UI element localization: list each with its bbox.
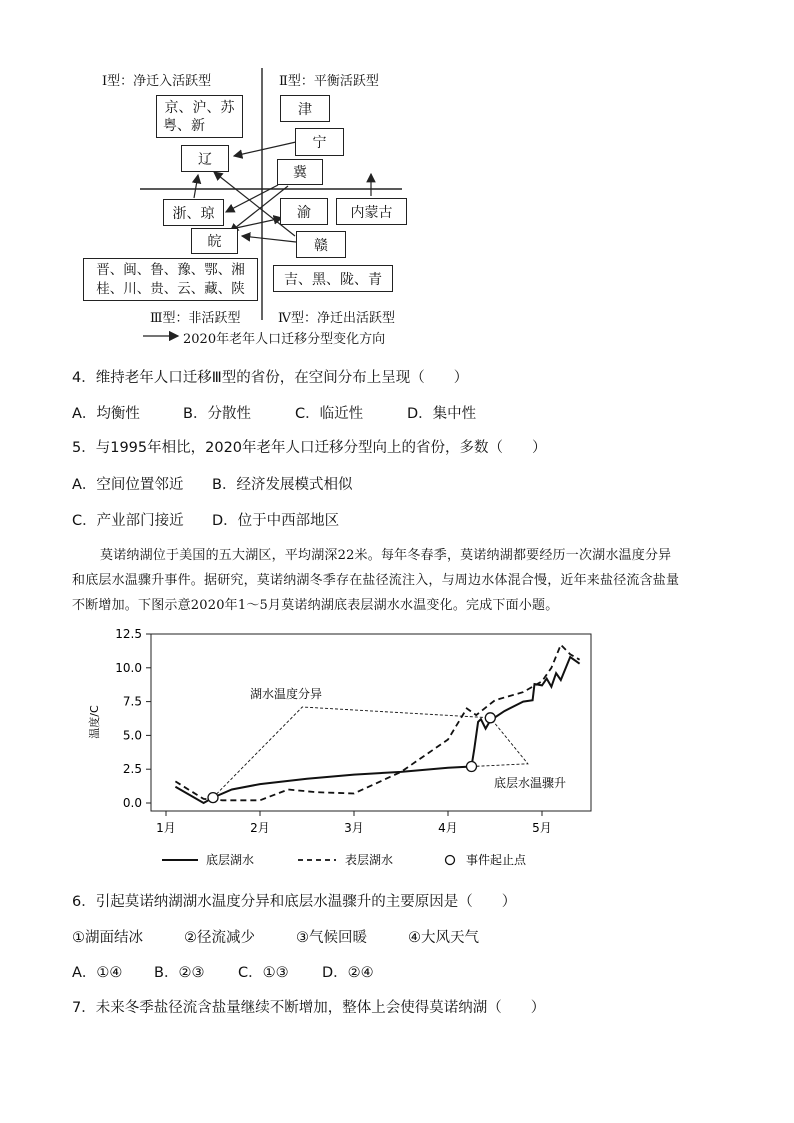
y-tick-label: 10.0	[115, 660, 142, 675]
legend-bottom-water: 底层湖水	[206, 853, 255, 867]
annotation-divergence: 湖水温度分异	[250, 687, 323, 701]
annotation-guide-line	[213, 707, 490, 798]
legend-event-points: 事件起止点	[466, 853, 527, 867]
box-group4: 吉、黑、陇、青	[273, 265, 393, 292]
event-point	[208, 793, 218, 803]
box-ji: 冀	[277, 159, 323, 185]
x-tick-label: 5月	[532, 821, 552, 835]
box-neimenggu: 内蒙古	[336, 198, 407, 225]
passage-line-1: 莫诺纳湖位于美国的五大湖区，平均湖深22米。每年冬春季，莫诺纳湖都要经历一次湖水温度分异	[100, 548, 672, 563]
q5-option-a[interactable]: A．空间位置邻近	[72, 477, 184, 493]
x-tick-label: 3月	[344, 821, 364, 835]
y-axis-label: 温度/C	[88, 705, 101, 739]
legend-event-swatch	[446, 856, 455, 865]
question-7: 7．未来冬季盐径流含盐量继续不断增加，整体上会使得莫诺纳湖（ ）	[72, 1000, 546, 1016]
q6-option-a[interactable]: A．①④	[72, 965, 123, 981]
box-yu: 渝	[280, 198, 328, 225]
question-6: 6．引起莫诺纳湖湖水温度分异和底层水温骤升的主要原因是（ ）	[72, 894, 517, 910]
y-tick-label: 12.5	[115, 627, 142, 641]
legend-surface-water: 表层湖水	[345, 853, 394, 867]
box-group3	[83, 258, 258, 301]
passage-line-3: 不断增加。下图示意2020年1～5月莫诺纳湖底表层湖水水温变化。完成下面小题。	[72, 598, 559, 613]
q6-option-c[interactable]: C．①③	[238, 965, 289, 981]
box-jing-hu-su	[156, 95, 243, 138]
box-wan: 皖	[191, 228, 238, 254]
q4-option-c[interactable]: C．临近性	[295, 406, 364, 422]
box-liao: 辽	[181, 145, 229, 172]
event-point	[467, 761, 477, 771]
q6-item-1: ①湖面结冰	[72, 930, 143, 946]
q5-option-c[interactable]: C．产业部门接近	[72, 513, 184, 529]
type-2-title: Ⅱ型：平衡活跃型	[279, 74, 379, 89]
passage-line-2: 和底层水温骤升事件。据研究，莫诺纳湖冬季存在盐径流注入，与周边水体混合慢，近年来盐径流含盐量	[72, 573, 680, 588]
q6-item-3: ③气候回暖	[296, 930, 367, 946]
box-group3-line2: 桂、川、贵、云、藏、陕	[96, 280, 245, 297]
annotation-guide-line	[472, 718, 528, 767]
type-4-title: Ⅳ型：净迁出活跃型	[278, 311, 395, 326]
q6-option-b[interactable]: B．②③	[154, 965, 205, 981]
box-jing-hu-su-line2: 粤、新	[163, 117, 205, 134]
y-tick-label: 5.0	[122, 728, 142, 743]
y-tick-label: 0.0	[122, 796, 142, 810]
annotation-jump: 底层水温骤升	[494, 776, 567, 790]
box-ning: 宁	[295, 128, 344, 156]
question-5: 5．与1995年相比，2020年老年人口迁移分型向上的省份，多数（ ）	[72, 440, 547, 456]
x-tick-label: 2月	[250, 821, 270, 835]
box-jing-hu-su-line1: 京、沪、苏	[164, 99, 235, 116]
q5-option-b[interactable]: B．经济发展模式相似	[212, 477, 353, 493]
box-group3-line1: 晋、闽、鲁、豫、鄂、湘	[96, 261, 245, 278]
y-tick-label: 7.5	[122, 694, 142, 709]
q4-option-d[interactable]: D．集中性	[407, 406, 477, 422]
diagram-legend: 2020年老年人口迁移分型变化方向	[183, 332, 386, 347]
passage	[72, 543, 724, 618]
box-jin: 津	[280, 95, 330, 122]
x-tick-label: 4月	[438, 821, 458, 835]
q5-option-d[interactable]: D．位于中西部地区	[212, 513, 340, 529]
q6-item-2: ②径流减少	[184, 930, 255, 946]
q6-item-4: ④大风天气	[408, 930, 479, 946]
q6-option-d[interactable]: D．②④	[322, 965, 374, 981]
q4-option-a[interactable]: A．均衡性	[72, 406, 140, 422]
type-1-title: Ⅰ型：净迁入活跃型	[102, 74, 212, 89]
lake-temperature-chart	[80, 620, 620, 880]
event-point	[485, 713, 495, 723]
box-gan: 赣	[296, 231, 346, 258]
x-tick-label: 1月	[156, 821, 176, 835]
type-3-title: Ⅲ型：非活跃型	[150, 311, 241, 326]
question-4: 4．维持老年人口迁移Ⅲ型的省份，在空间分布上呈现（ ）	[72, 370, 469, 386]
q4-option-b[interactable]: B．分散性	[183, 406, 251, 422]
y-tick-label: 2.5	[122, 762, 142, 777]
box-zhe-qiong: 浙、琼	[163, 199, 224, 226]
